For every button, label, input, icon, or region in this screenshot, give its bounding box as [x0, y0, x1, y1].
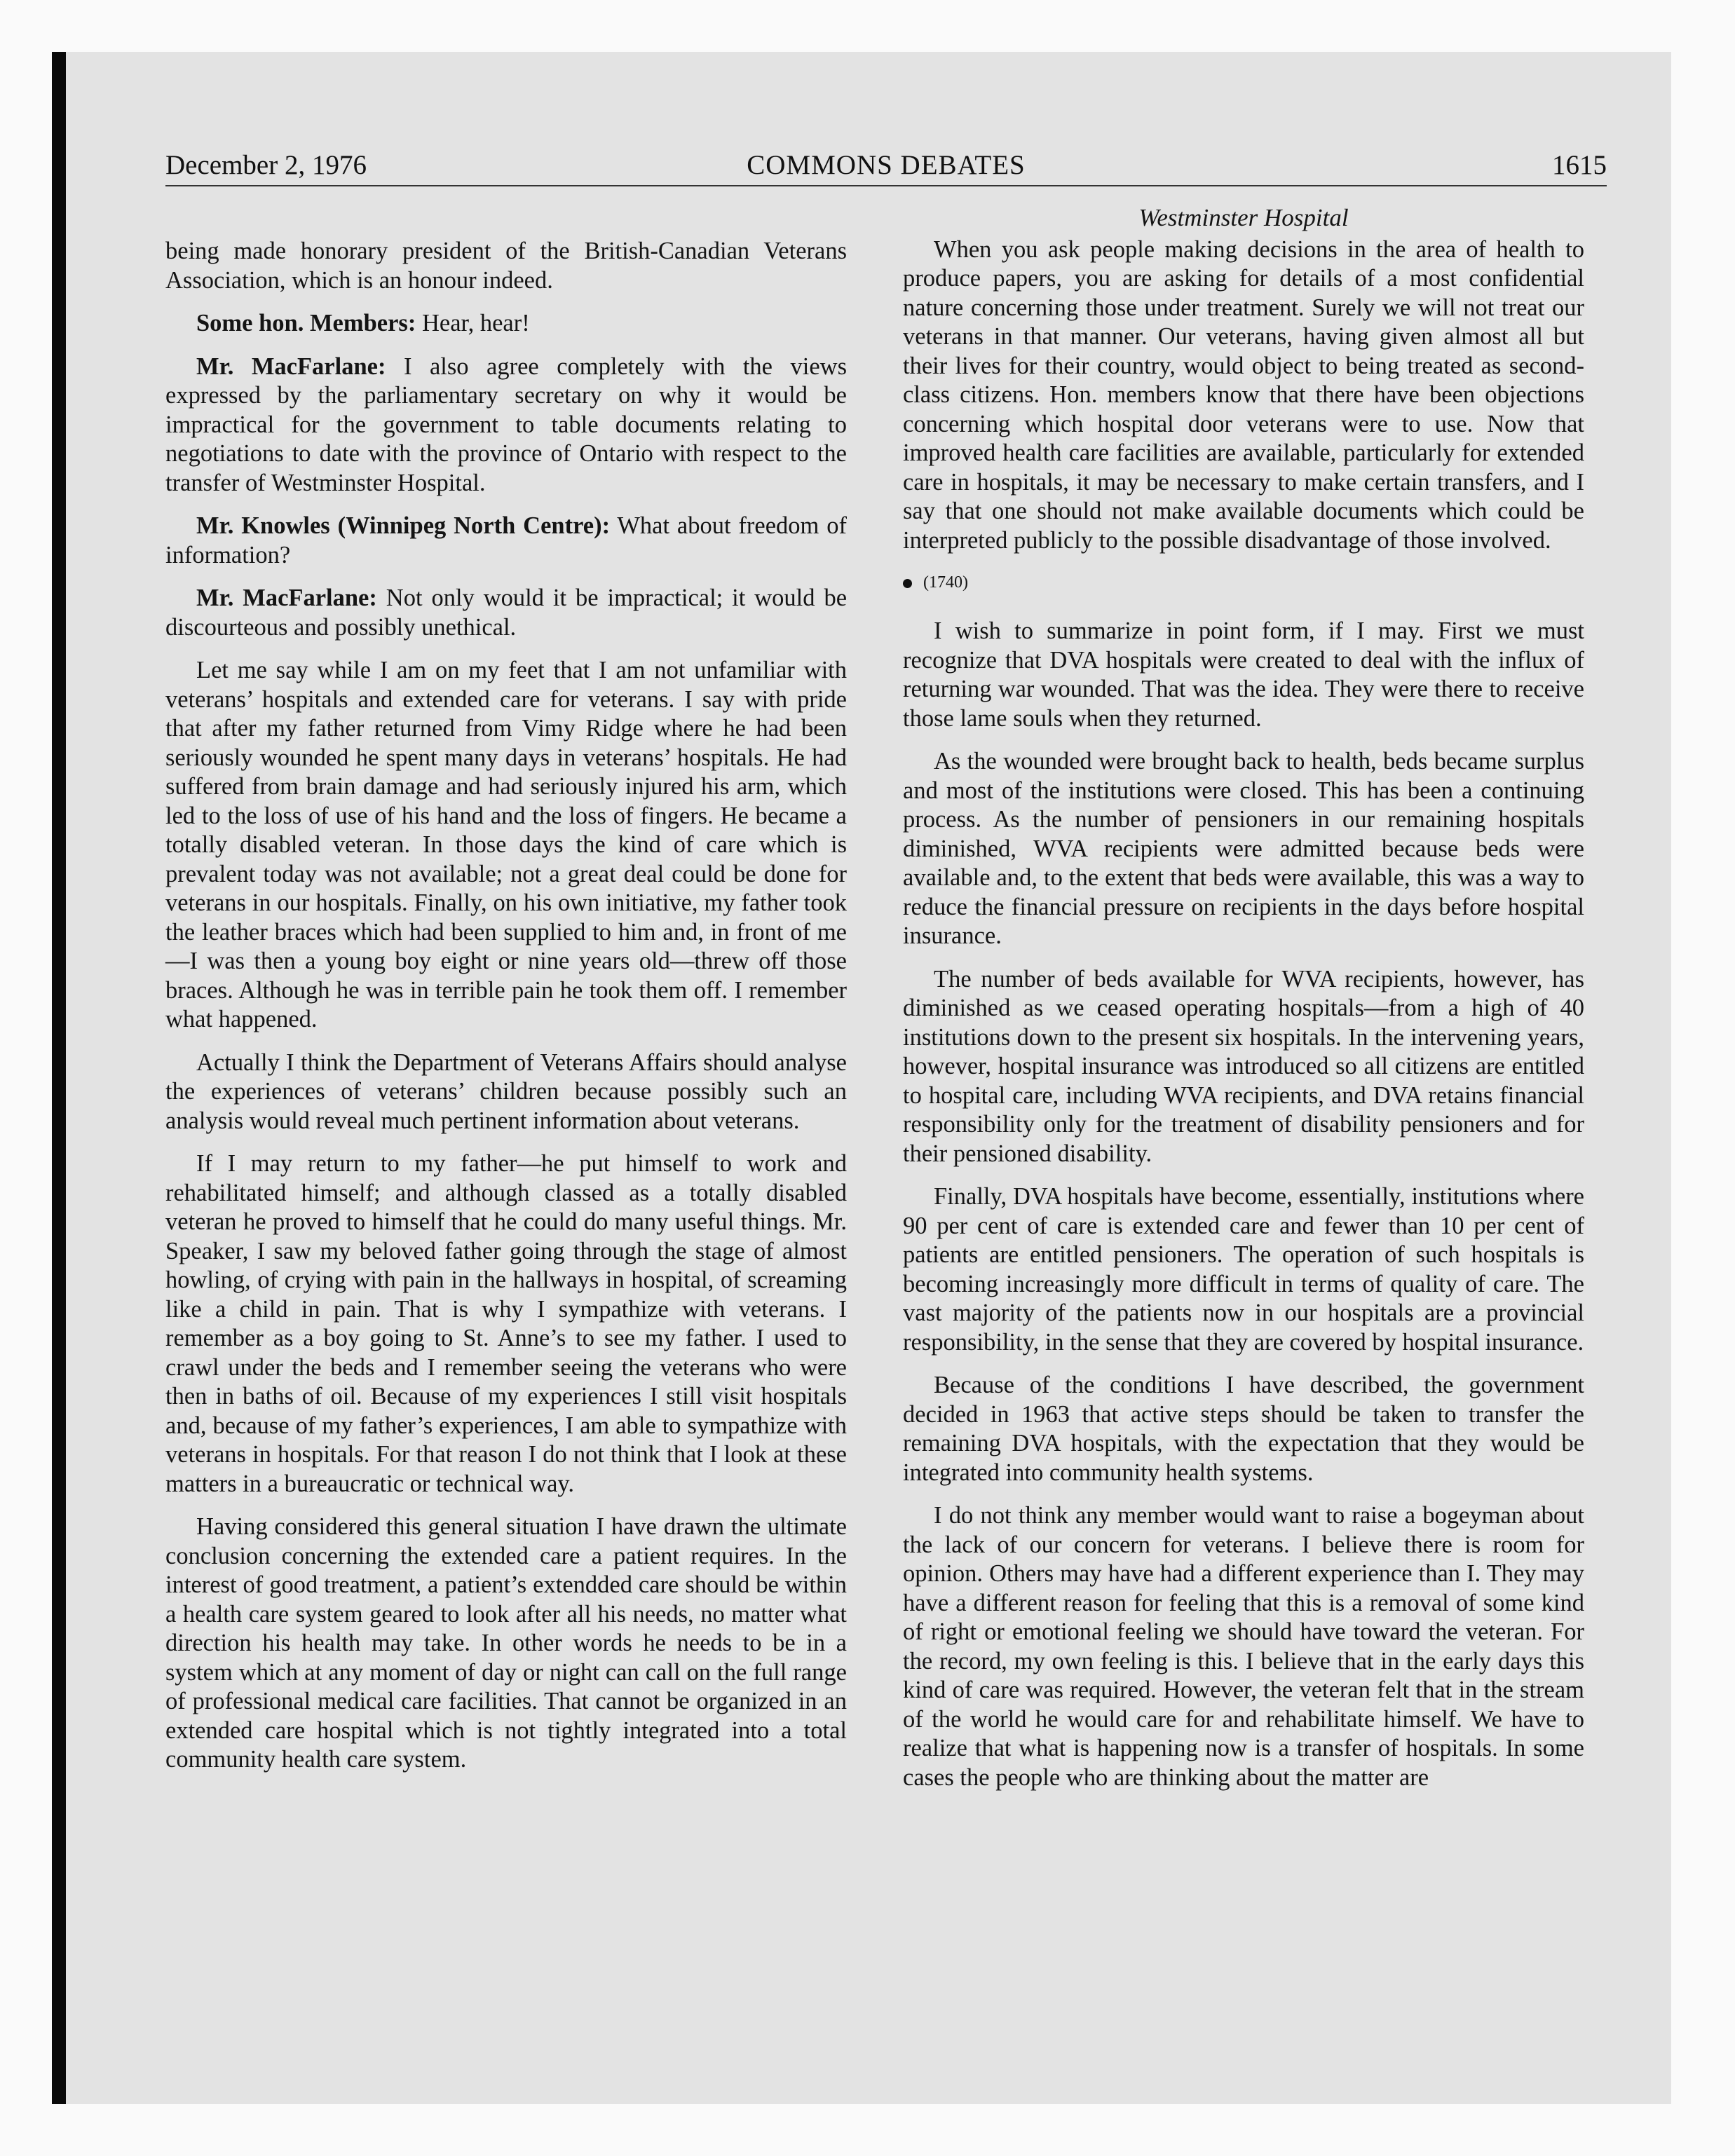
paragraph: If I may return to my father—he put himself to work and rehabilitated himself; and although classed as a totally disabled veteran he proved to himself that he could do many useful things. Mr. Speaker, I saw my beloved father going through the stage of almost howling, of crying with pain in the hallways in hospital, of screaming like a child in pain. That is why I sympathize with veterans. I remember as a boy going to St. Anne’s to see my father. I used to crawl under the beds and I remember seeing the veterans who were then in baths of oil. Because of my experiences I still visit hospitals and, because of my father’s experiences, I am able to sympathize with veterans in hospitals. For that reason I do not think that I look at these matters in a bureaucratic or technical way. — [165, 1150, 847, 1497]
right-column — [903, 203, 1584, 1806]
header-title: COMMONS DEBATES — [747, 150, 1026, 180]
paragraph: I wish to summarize in point form, if I may. First we must recognize that DVA hospitals were created to deal with the influx of returning war wounded. That was the idea. They were there to receive those lame souls when they returned. — [903, 618, 1584, 732]
speaker-name: Mr. Knowles (Winnipeg North Centre): — [196, 512, 611, 539]
page-number: 1615 — [1552, 150, 1607, 180]
time-marker — [903, 572, 1584, 593]
paragraph: Let me say while I am on my feet that I am not unfamiliar with veterans’ hospitals and extended care for veterans. I say with pride that after my father returned from Vimy Ridge where he had been seriously wounded he spent many days in veterans’ hospitals. He had suffered from brain damage and had seriously injured his arm, which led to the loss of use of his hand and the loss of fingers. He became a totally disabled veteran. In those days the kind of care which is prevalent today was not available; not a great deal could be done for veterans in our hospitals. Finally, on his own initiative, my father took the leather braces which had been supplied to him and, in front of me—I was then a young boy eight or nine years old—threw off those braces. Although he was in terrible pain he took them off. I remember what happened. — [165, 657, 847, 1032]
paragraph — [165, 512, 847, 570]
section-subheading: Westminster Hospital — [1138, 204, 1349, 231]
paragraph: When you ask people making decisions in the area of health to produce papers, you are asking for details of a most confidential nature concerning those under treatment. Surely we will not treat our veterans in that manner. Our veterans, having given almost all but their lives for their country, would object to being treated as second-class citizens. Hon. members know that there have been objections concerning which hospital door veterans were to use. Now that improved health care facilities are available, particularly for extended care in hospitals, it may be necessary to make certain transfers, and I say that one should not make available documents which could be interpreted publicly to the possible disadvantage of those involved. — [903, 236, 1584, 554]
paragraph: As the wounded were brought back to health, beds became surplus and most of the institutions were closed. This has been a continuing process. As the number of pensioners in our remaining hospitals diminished, WVA recipients were admitted because beds were available and, to the extent that beds were available, this was a way to reduce the financial pressure on recipients in the days before hospital insurance. — [903, 748, 1584, 949]
paragraph: Finally, DVA hospitals have become, essentially, institutions where 90 per cent of care is extended care and fewer than 10 per cent of patients are entitled pensioners. The operation of such hospitals is becoming increasingly more difficult in terms of quality of care. The vast majority of the patients now in our hospitals are a provincial responsibility, in the sense that they are covered by hospital insurance. — [903, 1183, 1584, 1356]
paragraph: Because of the conditions I have described, the government decided in 1963 that active steps should be taken to transfer the remaining DVA hospitals, with the expectation that they would be integrated into community health systems. — [903, 1372, 1584, 1486]
speech-text: Hear, hear! — [416, 310, 530, 336]
paragraph — [165, 584, 847, 642]
running-header — [165, 147, 1607, 184]
paragraph — [165, 309, 847, 339]
speech-text: What about freedom of information? — [165, 512, 847, 568]
paragraph: Having considered this general situation I have drawn the ultimate conclusion concerning the extended care a patient requires. In the interest of good treatment, a patient’s extendded care should be within a health care system geared to look after all his needs, no matter what direction his health may take. In other words he needs to be in a system which at any moment of day or night can call on the full range of professional medical care facilities. That cannot be organized in an extended care hospital which is not tightly integrated into a total community health care system. — [165, 1513, 847, 1773]
paragraph: I do not think any member would want to raise a bogeyman about the lack of our concern for veterans. I believe there is room for opinion. Others may have had a different experience than I. They may have a different reason for feeling that this is a removal of some kind of right or emotional feeling we should have toward the veteran. For the record, my own feeling is this. I believe that in the early days this kind of care was required. However, the veteran felt that in the stream of the world he would care for and rehabilitate himself. We have to realize that what is happening now is a transfer of hospitals. In some cases the people who are thinking about the matter are — [903, 1502, 1584, 1791]
header-rule — [165, 185, 1607, 186]
speech-text: I also agree completely with the views expressed by the parliamentary secretary on why it would be impractical for the government to table documents relating to negotiations to date with the province of Ontario with respect to the transfer of Westminster Hospital. — [165, 353, 847, 496]
bullet-icon — [903, 579, 912, 588]
binding-edge — [52, 52, 66, 2104]
speaker-name: Some hon. Members: — [196, 310, 416, 336]
header-date: December 2, 1976 — [165, 150, 367, 180]
paragraph: The number of beds available for WVA recipients, however, has diminished as we ceased operating hospitals—from a high of 40 institutions down to the present six hospitals. In the intervening years, however, hospital insurance was introduced so all citizens are entitled to hospital care, including WVA recipients, and DVA retains financial responsibility only for the treatment of disability pensioners and for their pensioned disability. — [903, 965, 1584, 1167]
paragraph — [165, 353, 847, 498]
time-marker-text: (1740) — [923, 573, 968, 592]
speaker-name: Mr. MacFarlane: — [196, 353, 386, 380]
speech-text: Not only would it be impractical; it would be discourteous and possibly unethical. — [165, 585, 848, 641]
paragraph: being made honorary president of the British-Canadian Veterans Association, which is an honour indeed. — [165, 238, 847, 294]
left-column — [165, 237, 847, 1789]
paragraph: Actually I think the Department of Veterans Affairs should analyse the experiences of veterans’ children because possibly such an analysis would reveal much pertinent information about veterans. — [165, 1049, 847, 1134]
speaker-name: Mr. MacFarlane: — [196, 585, 377, 611]
